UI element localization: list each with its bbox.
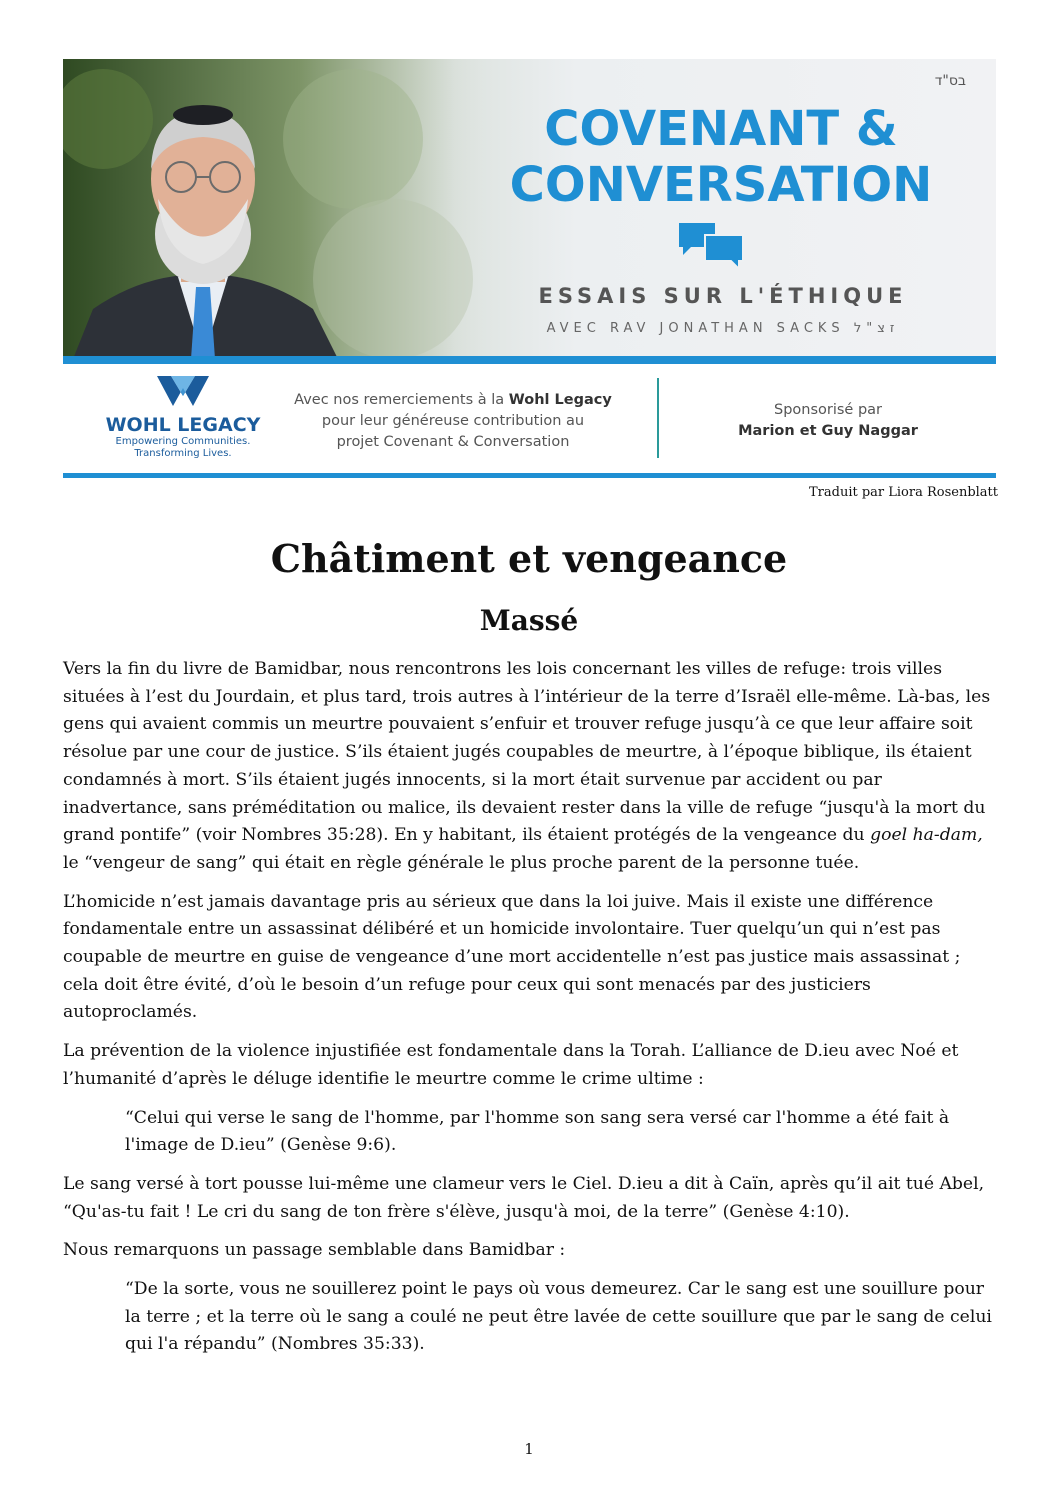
- covenant-conversation-title: [471, 101, 971, 213]
- title-line-2: CONVERSATION: [509, 157, 933, 213]
- wohl-tagline-1: Empowering Communities.: [115, 436, 251, 447]
- paragraph-1: [63, 656, 1001, 878]
- thanks-line-2: pour leur généreuse contribution au: [321, 413, 585, 429]
- paragraph-1-end: le “vengeur de sang” qui était en règle générale le plus proche parent de la personne tuée.: [63, 852, 860, 873]
- sponsor-bottom-stripe: [63, 473, 996, 478]
- paragraph-2: L’homicide n’est jamais davantage pris au sérieux que dans la loi juive. Mais il existe une différence fondamentale entre un assassinat délibéré et un homicide involontaire. Tuer quelqu’un qui n’est pas coupable de meurtre en guise de vengeance d’une mort accidentelle n’est pas justice mais assassinat ; cela doit être évité, d’où le besoin d’un refuge pour ceux qui sont menacés par des justiciers autoproclamés.: [63, 891, 961, 1023]
- sponsor-bar: [63, 366, 996, 474]
- quote-genesis-9-6: “Celui qui verse le sang de l'homme, par l'homme son sang sera versé car l'homme a été fait à l'image de D.ieu” (Genèse 9:6).: [125, 1107, 950, 1156]
- banner-byline: AVEC RAV JONATHAN SACKS זצ"ל: [546, 321, 900, 336]
- translator-credit: Traduit par Liora Rosenblatt: [808, 485, 998, 500]
- header-banner: [63, 59, 996, 359]
- sponsor-divider: [657, 378, 659, 458]
- wohl-legacy-logo: [98, 374, 268, 460]
- article-body: [63, 656, 1001, 1370]
- paragraph-1-text: Vers la fin du livre de Bamidbar, nous rencontrons les lois concernant les villes de refuge: trois villes situées à l’est du Jourdain, et plus tard, trois autres à l’intérieur de la terre d’Israël elle-même. Là-bas, les gens qui avaient commis un meurtre pouvaient s’enfuir et trouver refuge jusqu’à ce que leur affaire soit résolue par une cour de justice. S’ils étaient jugés coupables de meurtre, à l’époque biblique, ils étaient condamnés à mort. S’ils étaient jugés innocents, si la mort était survenue par accident ou par inadvertance, sans préméditation ou malice, ils devaient rester dans la ville de refuge “jusqu'à la mort du grand pontife” (voir Nombres 35:28). En y habitant, ils étaient protégés de la vengeance du: [63, 659, 991, 846]
- page-number: 1: [524, 1440, 534, 1458]
- parasha-name: Massé: [479, 604, 579, 637]
- paragraph-3: La prévention de la violence injustifiée est fondamentale dans la Torah. L’alliance de D.ieu avec Noé et l’humanité d’après le déluge identifie le meurtre comme le crime ultime :: [63, 1041, 959, 1089]
- thanks-wohl-legacy: Wohl Legacy: [508, 392, 612, 408]
- paragraph-5: Nous remarquons un passage semblable dans Bamidbar :: [63, 1240, 566, 1261]
- chat-bubbles-icon: [677, 221, 747, 273]
- hebrew-blessing-tag: בס"ד: [934, 73, 966, 89]
- paragraph-1-italic: goel ha-dam,: [870, 825, 983, 846]
- thanks-line-1: [288, 390, 618, 411]
- banner-divider-stripe: [63, 356, 996, 364]
- sponsored-names: Marion et Guy Naggar: [738, 423, 918, 439]
- wohl-tagline-2: Transforming Lives.: [134, 448, 232, 459]
- wohl-legacy-name: WOHL LEGACY: [105, 414, 261, 436]
- rabbi-portrait-photo: [63, 59, 493, 359]
- sponsored-by: [663, 400, 993, 442]
- banner-subtitle: ESSAIS SUR L'ÉTHIQUE: [538, 284, 908, 308]
- thanks-line-3: projet Covenant & Conversation: [336, 434, 570, 450]
- article-title: Châtiment et vengeance: [270, 536, 788, 581]
- wohl-w-icon: [155, 374, 211, 408]
- title-line-1: COVENANT &: [544, 101, 898, 157]
- thanks-text: [288, 390, 618, 453]
- thanks-prefix: Avec nos remerciements à la: [294, 392, 509, 408]
- quote-numbers-35-33: “De la sorte, vous ne souillerez point le pays où vous demeurez. Car le sang est une souillure pour la terre ; et la terre où le sang a coulé ne peut être lavée de cette souillure que par le sang de celui qui l'a répandu” (Nombres 35:33).: [125, 1279, 992, 1355]
- paragraph-4: Le sang versé à tort pousse lui-même une clameur vers le Ciel. D.ieu a dit à Caïn, après qu’il ait tué Abel, “Qu'as-tu fait ! Le cri du sang de ton frère s'élève, jusqu'à moi, de la terre” (Genèse 4:10).: [63, 1173, 985, 1222]
- sponsored-label: Sponsorisé par: [773, 402, 883, 418]
